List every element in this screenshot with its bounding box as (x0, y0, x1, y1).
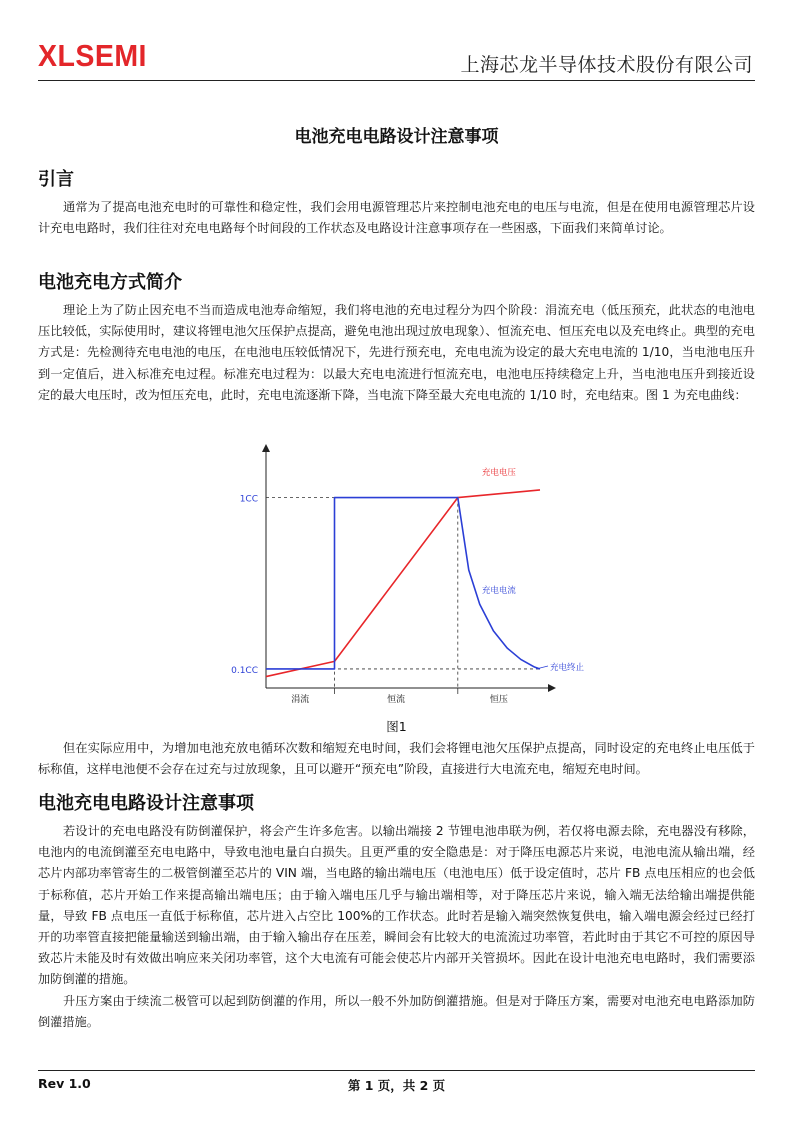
practical-application-paragraph: 但在实际应用中，为增加电池充放电循环次数和缩短充电时间，我们会将锂电池欠压保护点提高，同时设定的充电终止电压低于标称值，这样电池便不会存在过充与过放现象，且可以避开“预充电”阶段，直接进行大电流充电，缩短充电时间。 (38, 741, 755, 777)
header-divider (38, 80, 755, 81)
design-notes-paragraph: 若设计的充电电路没有防倒灌保护，将会产生许多危害。以输出端接 2 节锂电池串联为例，若仅将电源去除，充电器没有移除，电池内的电流倒灌至充电电路中，导致电池电量白白损失。且更严重的安全隐患是：对于降压电源芯片来说，电池电流从输出端，经芯片内部功率管寄生的二极管倒灌至芯片的 VIN 端，当电路的输出端电压（电池电压）低于设定值时，芯片 FB 点电压相应的也会低于标称值，芯片开始工作来提高输出端电压；由于输入端电压几乎与输出端相等，对于降压芯片来说，输入端无法给输出端提供能量，导致 FB 点电压一直低于标称值，芯片进入占空比 100%的工作状态。此时若是输入端突然恢复供电，输入端电源会经过已经打开的功率管直接把能量输送到输出端，由于输入输出存在压差，瞬间会有比较大的电流流过功率管，若此时由于其它不可控的原因导致芯片未能及时有效做出响应来关闭功率管，这个大电流有可能会使芯片内部开关管损坏。因此在设计电池充电电路时，我们需要添加防倒灌的措施。 (38, 824, 755, 987)
termination-annotation: 充电终止 (550, 662, 585, 673)
revision-label: Rev 1.0 (38, 1076, 91, 1091)
figure-caption: 图1 (386, 719, 407, 734)
series-line-current (266, 498, 540, 669)
footer-divider (38, 1070, 755, 1071)
series-line-voltage (266, 490, 540, 677)
x-phase-label: 恒压 (489, 695, 508, 705)
current-annotation: 充电电流 (481, 585, 516, 596)
page-number: 第 1 页，共 2 页 (347, 1078, 446, 1093)
section-heading-charging-methods: 电池充电方式简介 (38, 272, 182, 293)
section-heading-intro: 引言 (38, 169, 74, 190)
x-phase-label: 恒流 (387, 695, 406, 705)
y-tick-label: 0.1CC (231, 665, 258, 676)
section-heading-design-notes: 电池充电电路设计注意事项 (38, 793, 254, 814)
document-title: 电池充电电路设计注意事项 (294, 127, 499, 147)
x-phase-label: 涓流 (291, 695, 310, 705)
charging-methods-paragraph: 理论上为了防止因充电不当而造成电池寿命缩短，我们将电池的充电过程分为四个阶段：涓流充电（低压预充，此状态的电池电压比较低，实际使用时，建议将锂电池欠压保护点提高，避免电池出现过放电现象）、恒流充电、恒压充电以及充电终止。典型的充电方式是：先检测待充电电池的电压，在电池电压较低情况下，先进行预充电，充电电流为设定的最大充电电流的 1/10，当电池电压升到一定值后，进入标准充电过程。标准充电过程为：以最大充电电流进行恒流充电，电池电压持续稳定上升，当电池电压升到接近设定的最大电压时，改为恒压充电，此时，充电电流逐渐下降，当电流下降至最大充电电流的 1/10 时，充电结束。图 1 为充电曲线： (38, 303, 755, 402)
company-logo: XLSEMI (38, 38, 147, 73)
y-tick-label: 1CC (239, 494, 258, 505)
charging-curve-chart (200, 430, 600, 716)
intro-paragraph: 通常为了提高电池充电时的可靠性和稳定性，我们会用电源管理芯片来控制电池充电的电压与电流，但是在使用电源管理芯片设计充电电路时，我们往往对充电电路每个时间段的工作状态及电路设计注意事项存在一些困惑，下面我们来简单讨论。 (38, 200, 755, 236)
company-name: 上海芯龙半导体技术股份有限公司 (460, 54, 753, 76)
voltage-annotation: 充电电压 (481, 467, 516, 478)
boost-scheme-paragraph: 升压方案由于续流二极管可以起到防倒灌的作用，所以一般不外加防倒灌措施。但是对于降压方案，需要对电池充电电路添加防倒灌措施。 (38, 994, 755, 1030)
